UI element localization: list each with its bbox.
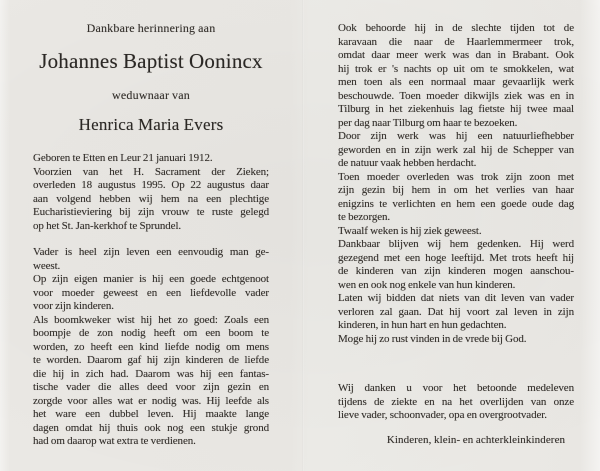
text-line: de kinderen van zijn kinderen mogen aanschou-	[338, 265, 574, 277]
text-line: Vader is heel zijn leven een eenvoudig man ge-	[33, 246, 269, 258]
text-line: overleden 18 augustus 1995. Op 22 augustus daar	[33, 179, 269, 191]
text-line: worden, zo heeft een kind liefde nodig om mens	[33, 340, 269, 353]
left-page	[33, 18, 269, 449]
text-line: tische vader die alles deed voor zijn gezin en	[33, 381, 269, 393]
text-line: Toen moeder overleden was trok zijn zoon met	[338, 170, 574, 183]
paragraph	[33, 152, 269, 233]
text-line: beschouwde. Toen moeder dikwijls ziek was en in	[338, 89, 574, 102]
text-line: Ook behoorde hij in de slechte tijden tot de	[338, 22, 574, 34]
paragraph	[33, 246, 269, 449]
text-line: Wij danken u voor het betoonde medeleven	[338, 382, 574, 394]
text-line: gezegend met een hoge leeftijd. Met trots heeft hij	[338, 251, 574, 264]
text-line: Dankbaar blijven wij hem gedenken. Hij werd	[338, 238, 574, 250]
text-line: men toen als een normaal maar gevaarlijk werk	[338, 76, 574, 88]
text-line: per dag naar Tilburg om haar te bezoeken.	[338, 116, 518, 129]
text-line: voor moeder geweest en een liefdevolle vader	[33, 286, 269, 299]
right-paragraphs	[338, 22, 574, 423]
text-line: had om daarop wat extra te verdienen.	[33, 435, 196, 447]
text-line: kinderen, in hun hart en hun gedachten.	[338, 319, 507, 331]
page-fold	[302, 0, 304, 471]
text-line: te bezorgen.	[338, 211, 391, 223]
relation-label: weduwnaar van	[112, 87, 190, 102]
card-intro: Dankbare herinnering aan	[86, 21, 216, 35]
text-line: tijdens de ziekte en na het overlijden van onze	[338, 395, 574, 408]
text-line: lieve vader, schoonvader, opa en overgrootvader.	[338, 409, 547, 421]
paragraph	[338, 382, 574, 423]
text-line: te worden. Daarom gaf hij zijn kinderen de liefde	[33, 354, 269, 366]
text-line: Op zijn eigen manier is hij een goede echtgenoot	[33, 273, 269, 285]
text-line: karavaan die naar de Haarlemmermeer trok,	[338, 35, 574, 48]
text-line: Voorzien van het H. Sacrament der Zieken;	[33, 165, 269, 178]
text-line: omdat daar meer werk was dan in Brabant. Ook	[338, 49, 574, 61]
text-line: Geboren te Etten en Leur 21 januari 1912.	[33, 152, 213, 164]
text-line: weest.	[33, 259, 61, 272]
spouse-name: Henrica Maria Evers	[78, 115, 224, 134]
text-line: verloren zal gaan. Dat hij voort zal leven in zijn	[338, 305, 574, 318]
text-line: aan volgend hebben wij hem na een plechtige	[33, 192, 269, 205]
text-line: geworden en in zijn werk zal hij de Schepper van	[338, 143, 574, 156]
text-line: hij trok er 's nachts op uit om te smokkelen, wat	[338, 62, 574, 75]
text-line: Tilburg in het ziekenhuis lag fietste hij twee maal	[338, 103, 574, 115]
text-line: die hij in zich had. Daarom was hij een fantas-	[33, 367, 269, 380]
text-line: op het St. Jan-kerkhof te Sprundel.	[33, 219, 182, 232]
text-line: Eucharistieviering bij zijn vrouw te ruste gelegd	[33, 206, 269, 218]
deceased-name: Johannes Baptist Oonincx	[39, 48, 263, 73]
text-line: dagen omdat hij thuis ook nog een stukje grond	[33, 421, 269, 434]
text-line: Als boomkweker wist hij het zo goed: Zoals een	[33, 313, 269, 326]
card-header	[33, 22, 269, 135]
right-page	[338, 22, 574, 447]
text-line: zorgde voor alles wat er nodig was. Hij leefde als	[33, 394, 269, 407]
paragraph	[338, 22, 574, 346]
text-line: boompje de zon nodig heeft om een boom te	[33, 327, 269, 339]
text-line: de natuur vaak hebben herdacht.	[338, 157, 477, 169]
text-line: wen en ook nog enkele van hun kinderen.	[338, 278, 516, 291]
text-line: Moge hij zo rust vinden in de vrede bij God.	[338, 332, 527, 345]
text-line: enigzins te verlichten en hem een goede oude dag	[338, 197, 574, 210]
text-line: Twaalf weken is hij ziek geweest.	[338, 224, 482, 237]
text-line: het ware een dubbel leven. Hij maakte lange	[33, 408, 269, 420]
left-paragraphs	[33, 152, 269, 449]
text-line: Laten wij bidden dat niets van dit leven van vader	[338, 292, 574, 304]
text-line: voor zijn kinderen.	[33, 300, 114, 312]
text-line: Door zijn werk was hij een natuurliefhebber	[338, 130, 574, 142]
signature: Kinderen, klein- en achterkleinkinderen	[386, 433, 566, 446]
text-line: zijn gezin bij hem in om het verlies van haar	[338, 184, 574, 196]
